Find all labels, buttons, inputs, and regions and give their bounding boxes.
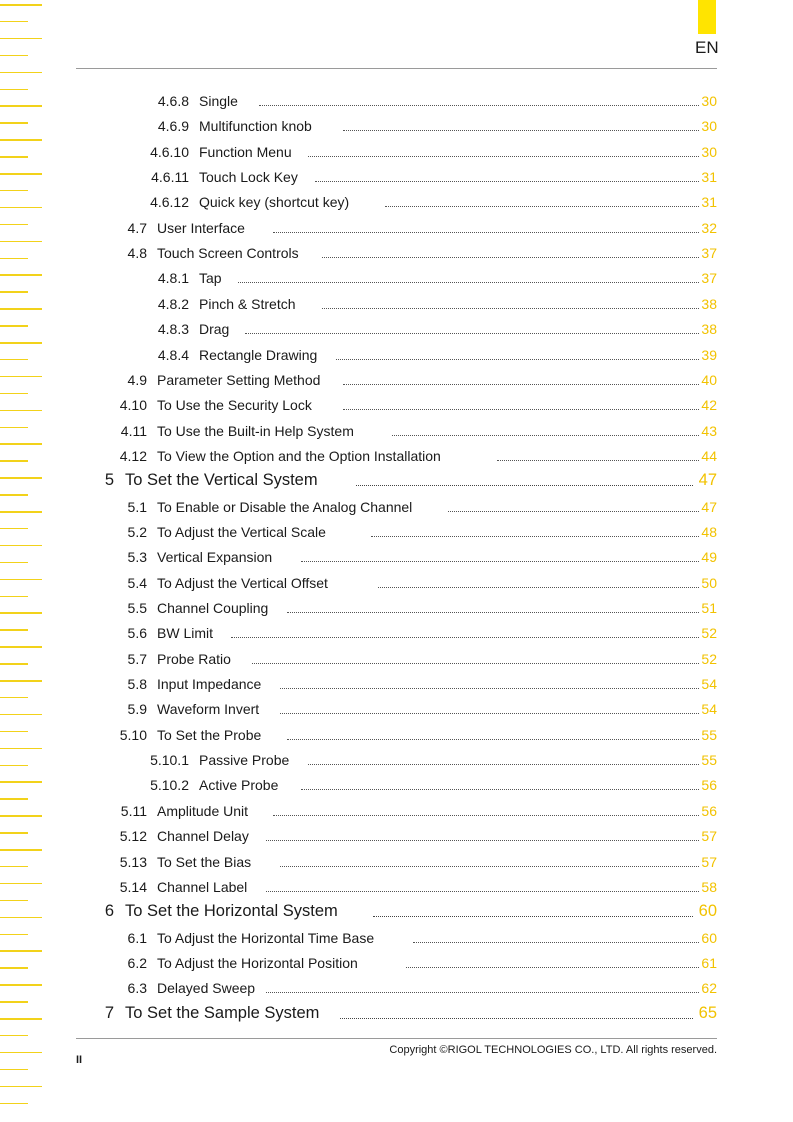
toc-entry-number: 4.11 bbox=[120, 422, 147, 439]
toc-entry[interactable] bbox=[0, 803, 793, 823]
toc-entry-number: 5.10 bbox=[119, 726, 147, 743]
toc-entry-page: 30 bbox=[701, 143, 717, 160]
header-rule bbox=[76, 68, 717, 69]
toc-entry[interactable] bbox=[0, 980, 793, 1000]
toc-entry-title: Pinch & Stretch bbox=[199, 295, 296, 312]
toc-entry-page: 54 bbox=[701, 701, 717, 718]
toc-entry-title: BW Limit bbox=[157, 625, 213, 642]
toc-entry-number: 4.6.12 bbox=[150, 194, 189, 211]
toc-entry-page: 51 bbox=[701, 600, 717, 616]
toc-dot-leader bbox=[301, 561, 699, 562]
toc-entry-page: 57 bbox=[701, 828, 717, 845]
toc-entry-title: Channel Delay bbox=[157, 828, 249, 845]
toc-entry-number: 4.8.3 bbox=[157, 321, 189, 338]
toc-entry-number: 5.7 bbox=[127, 650, 147, 667]
toc-dot-leader bbox=[280, 866, 699, 867]
page-number: II bbox=[76, 1054, 83, 1066]
toc-entry-page: 50 bbox=[701, 574, 717, 591]
toc-entry-number: 4.8.2 bbox=[157, 295, 189, 312]
toc-entry[interactable] bbox=[0, 245, 793, 265]
margin-mark bbox=[0, 393, 28, 395]
toc-entry-number: 5.3 bbox=[127, 549, 147, 566]
toc-entry-title: Waveform Invert bbox=[157, 701, 260, 718]
toc-entry-number: 5.9 bbox=[127, 701, 147, 718]
toc-entry-number: 6.1 bbox=[127, 929, 147, 946]
toc-entry-number: 5.13 bbox=[119, 853, 147, 870]
toc-entry[interactable] bbox=[0, 397, 793, 417]
margin-mark bbox=[0, 950, 42, 952]
margin-mark bbox=[0, 241, 42, 243]
toc-entry-title: To View the Option and the Option Installation bbox=[157, 447, 441, 464]
margin-mark bbox=[0, 697, 28, 699]
toc-entry-title: Amplitude Unit bbox=[157, 802, 249, 819]
toc-dot-leader bbox=[287, 739, 699, 740]
toc-entry-title: Channel Label bbox=[157, 878, 248, 895]
toc-entry[interactable] bbox=[0, 372, 793, 392]
toc-entry-page: 55 bbox=[701, 752, 717, 769]
toc-entry[interactable] bbox=[0, 879, 793, 899]
margin-mark bbox=[0, 139, 42, 141]
toc-entry-title: To Use the Built-in Help System bbox=[157, 422, 354, 439]
toc-entry-page: 31 bbox=[701, 169, 717, 186]
toc-dot-leader bbox=[287, 612, 699, 613]
toc-entry-title: Tap bbox=[199, 270, 222, 287]
toc-entry-number: 4.7 bbox=[127, 219, 147, 236]
toc-entry-page: 30 bbox=[701, 93, 717, 109]
margin-mark bbox=[0, 596, 28, 598]
margin-mark bbox=[0, 21, 28, 23]
toc-entry-page: 57 bbox=[701, 853, 717, 870]
toc-entry-page: 65 bbox=[698, 1003, 717, 1022]
toc-entry[interactable] bbox=[0, 93, 793, 113]
toc-entry-number: 6.2 bbox=[127, 954, 147, 971]
toc-dot-leader bbox=[406, 967, 699, 968]
toc-entry-title: To Adjust the Vertical Scale bbox=[157, 523, 326, 540]
toc-entry[interactable] bbox=[0, 118, 793, 138]
language-tab-marker bbox=[698, 0, 716, 34]
toc-entry[interactable] bbox=[0, 575, 793, 595]
toc-entry-title: To Set the Bias bbox=[157, 853, 252, 870]
language-label: EN bbox=[695, 38, 719, 57]
margin-mark bbox=[0, 798, 28, 800]
margin-mark bbox=[0, 494, 28, 496]
toc-entry-title: Multifunction knob bbox=[199, 118, 312, 135]
toc-entry-number: 6 bbox=[104, 902, 114, 921]
toc-entry-title: To Set the Vertical System bbox=[125, 471, 318, 490]
toc-dot-leader bbox=[343, 384, 699, 385]
toc-entry[interactable] bbox=[0, 423, 793, 443]
toc-entry-page: 49 bbox=[701, 549, 717, 566]
toc-dot-leader bbox=[413, 942, 699, 943]
toc-entry[interactable] bbox=[0, 727, 793, 747]
toc-entry-title: To Adjust the Vertical Offset bbox=[157, 574, 328, 591]
copyright-notice: Copyright ©RIGOL TECHNOLOGIES CO., LTD. All rights reserved. bbox=[389, 1044, 717, 1056]
toc-entry-title: Probe Ratio bbox=[157, 650, 231, 667]
toc-entry-title: To Set the Probe bbox=[157, 726, 262, 743]
toc-dot-leader bbox=[343, 409, 699, 410]
toc-entry-number: 5.1 bbox=[127, 498, 147, 515]
margin-mark bbox=[0, 190, 28, 192]
toc-entry[interactable] bbox=[0, 676, 793, 696]
toc-entry[interactable] bbox=[0, 448, 793, 468]
toc-entry-page: 31 bbox=[701, 194, 717, 211]
toc-entry-number: 4.6.10 bbox=[150, 143, 189, 160]
toc-dot-leader bbox=[378, 587, 699, 588]
toc-entry-number: 5 bbox=[104, 471, 114, 490]
toc-entry-page: 60 bbox=[701, 929, 717, 946]
toc-entry-title: Touch Lock Key bbox=[199, 169, 298, 186]
toc-entry-number: 5.5 bbox=[127, 600, 147, 616]
toc-entry-number: 4.9 bbox=[127, 371, 147, 388]
toc-entry[interactable] bbox=[0, 752, 793, 772]
toc-entry-page: 58 bbox=[701, 878, 717, 895]
toc-entry[interactable] bbox=[0, 854, 793, 874]
toc-entry-page: 37 bbox=[701, 270, 717, 287]
toc-entry-number: 5.2 bbox=[127, 523, 147, 540]
margin-mark bbox=[0, 1052, 42, 1054]
margin-mark bbox=[0, 748, 42, 750]
toc-dot-leader bbox=[238, 282, 699, 283]
toc-entry[interactable] bbox=[0, 169, 793, 189]
toc-dot-leader bbox=[385, 206, 699, 207]
toc-entry-number: 5.6 bbox=[127, 625, 147, 642]
toc-entry[interactable] bbox=[0, 828, 793, 848]
margin-mark bbox=[0, 900, 28, 902]
margin-mark bbox=[0, 342, 42, 344]
toc-entry-title: Active Probe bbox=[199, 777, 279, 794]
toc-entry-number: 5.10.1 bbox=[150, 752, 189, 769]
margin-mark bbox=[0, 646, 42, 648]
toc-entry-number: 7 bbox=[104, 1003, 114, 1022]
toc-entry-title: To Enable or Disable the Analog Channel bbox=[157, 498, 413, 515]
toc-entry-page: 32 bbox=[701, 219, 717, 236]
toc-dot-leader bbox=[336, 359, 699, 360]
toc-entry-page: 55 bbox=[701, 726, 717, 743]
margin-mark bbox=[0, 1001, 28, 1003]
toc-entry-number: 4.8 bbox=[127, 245, 147, 262]
toc-dot-leader bbox=[301, 789, 699, 790]
toc-entry[interactable] bbox=[0, 600, 793, 620]
toc-entry-number: 4.12 bbox=[119, 447, 147, 464]
toc-entry-title: Quick key (shortcut key) bbox=[199, 194, 350, 211]
toc-entry-title: User Interface bbox=[157, 219, 245, 236]
toc-entry-number: 4.6.8 bbox=[157, 93, 189, 109]
toc-dot-leader bbox=[392, 435, 699, 436]
toc-entry-number: 4.8.1 bbox=[157, 270, 189, 287]
toc-entry[interactable] bbox=[0, 144, 793, 164]
toc-entry-title: Rectangle Drawing bbox=[199, 346, 318, 363]
toc-entry-number: 5.11 bbox=[120, 802, 147, 819]
toc-entry[interactable] bbox=[0, 930, 793, 950]
margin-mark bbox=[0, 38, 42, 40]
toc-dot-leader bbox=[340, 1018, 693, 1019]
toc-entry-title: To Set the Horizontal System bbox=[125, 902, 338, 921]
toc-entry-page: 47 bbox=[698, 471, 717, 490]
toc-entry-number: 5.4 bbox=[127, 574, 147, 591]
toc-entry-title: Delayed Sweep bbox=[157, 980, 256, 997]
toc-entry-title: To Set the Sample System bbox=[125, 1003, 320, 1022]
toc-entry-number: 5.14 bbox=[119, 878, 147, 895]
toc-dot-leader bbox=[448, 511, 699, 512]
toc-entry-title: Vertical Expansion bbox=[157, 549, 273, 566]
toc-entry[interactable] bbox=[0, 471, 793, 491]
toc-dot-leader bbox=[245, 333, 699, 334]
toc-entry-page: 61 bbox=[701, 954, 717, 971]
toc-dot-leader bbox=[322, 308, 699, 309]
margin-mark bbox=[0, 4, 42, 6]
toc-dot-leader bbox=[373, 916, 693, 917]
toc-dot-leader bbox=[280, 713, 699, 714]
toc-entry-title: To Use the Security Lock bbox=[157, 397, 312, 414]
toc-dot-leader bbox=[308, 156, 699, 157]
margin-mark bbox=[0, 1069, 28, 1071]
toc-entry-number: 5.12 bbox=[119, 828, 147, 845]
toc-entry[interactable] bbox=[0, 549, 793, 569]
toc-entry-number: 6.3 bbox=[127, 980, 147, 997]
toc-dot-leader bbox=[273, 232, 699, 233]
toc-entry-title: Single bbox=[199, 93, 238, 109]
toc-entry[interactable] bbox=[0, 651, 793, 671]
toc-entry-page: 44 bbox=[701, 447, 717, 464]
toc-entry[interactable] bbox=[0, 625, 793, 645]
toc-entry[interactable] bbox=[0, 777, 793, 797]
toc-entry[interactable] bbox=[0, 701, 793, 721]
toc-entry[interactable] bbox=[0, 296, 793, 316]
toc-entry-page: 60 bbox=[698, 902, 717, 921]
toc-entry-page: 62 bbox=[701, 980, 717, 997]
toc-entry-title: Function Menu bbox=[199, 143, 292, 160]
toc-entry[interactable] bbox=[0, 220, 793, 240]
margin-mark bbox=[0, 1035, 28, 1037]
toc-dot-leader bbox=[266, 891, 699, 892]
footer-rule bbox=[76, 1038, 717, 1039]
toc-entry-title: Touch Screen Controls bbox=[157, 245, 299, 262]
toc-entry-page: 56 bbox=[701, 777, 717, 794]
margin-mark bbox=[0, 443, 42, 445]
toc-entry-page: 38 bbox=[701, 321, 717, 338]
toc-dot-leader bbox=[356, 485, 693, 486]
margin-mark bbox=[0, 72, 42, 74]
toc-entry-title: Input Impedance bbox=[157, 676, 262, 693]
toc-dot-leader bbox=[497, 460, 699, 461]
toc-entry-page: 42 bbox=[701, 397, 717, 414]
margin-mark bbox=[0, 545, 42, 547]
toc-entry-page: 38 bbox=[701, 295, 717, 312]
toc-dot-leader bbox=[315, 181, 699, 182]
toc-entry[interactable] bbox=[0, 499, 793, 519]
toc-entry-page: 37 bbox=[701, 245, 717, 262]
toc-entry-page: 48 bbox=[701, 523, 717, 540]
toc-entry-number: 5.10.2 bbox=[150, 777, 189, 794]
toc-entry-title: Passive Probe bbox=[199, 752, 290, 769]
toc-dot-leader bbox=[266, 992, 699, 993]
margin-mark bbox=[0, 1086, 42, 1088]
toc-entry-number: 4.6.11 bbox=[151, 169, 189, 186]
margin-mark bbox=[0, 1103, 28, 1105]
toc-entry[interactable] bbox=[0, 347, 793, 367]
margin-mark bbox=[0, 849, 42, 851]
toc-entry[interactable] bbox=[0, 955, 793, 975]
toc-dot-leader bbox=[322, 257, 699, 258]
toc-dot-leader bbox=[273, 815, 699, 816]
toc-entry-page: 52 bbox=[701, 650, 717, 667]
toc-dot-leader bbox=[259, 105, 699, 106]
toc-entry[interactable] bbox=[0, 902, 793, 922]
toc-dot-leader bbox=[343, 130, 699, 131]
toc-entry[interactable] bbox=[0, 194, 793, 214]
toc-entry-page: 30 bbox=[701, 118, 717, 135]
toc-dot-leader bbox=[308, 764, 699, 765]
toc-entry-page: 43 bbox=[701, 422, 717, 439]
toc-entry-number: 4.10 bbox=[119, 397, 147, 414]
toc-entry-number: 4.8.4 bbox=[157, 346, 189, 363]
toc-entry-page: 47 bbox=[701, 498, 717, 515]
toc-entry-page: 56 bbox=[701, 802, 717, 819]
margin-mark bbox=[0, 55, 28, 57]
toc-entry[interactable] bbox=[0, 270, 793, 290]
toc-dot-leader bbox=[371, 536, 699, 537]
toc-entry-title: Drag bbox=[199, 321, 230, 338]
toc-entry[interactable] bbox=[0, 1004, 793, 1024]
toc-entry-page: 54 bbox=[701, 676, 717, 693]
toc-entry[interactable] bbox=[0, 524, 793, 544]
toc-entry-title: To Adjust the Horizontal Position bbox=[157, 954, 358, 971]
toc-entry-page: 39 bbox=[701, 346, 717, 363]
toc-dot-leader bbox=[266, 840, 699, 841]
toc-entry-title: To Adjust the Horizontal Time Base bbox=[157, 929, 375, 946]
toc-entry-number: 5.8 bbox=[127, 676, 147, 693]
toc-entry-title: Parameter Setting Method bbox=[157, 371, 321, 388]
toc-dot-leader bbox=[231, 637, 699, 638]
toc-dot-leader bbox=[252, 663, 699, 664]
toc-entry[interactable] bbox=[0, 321, 793, 341]
toc-entry-title: Channel Coupling bbox=[157, 600, 269, 616]
margin-mark bbox=[0, 89, 28, 91]
toc-entry-page: 40 bbox=[701, 371, 717, 388]
toc-entry-page: 52 bbox=[701, 625, 717, 642]
toc-entry-number: 4.6.9 bbox=[157, 118, 189, 135]
margin-mark bbox=[0, 291, 28, 293]
toc-dot-leader bbox=[280, 688, 699, 689]
